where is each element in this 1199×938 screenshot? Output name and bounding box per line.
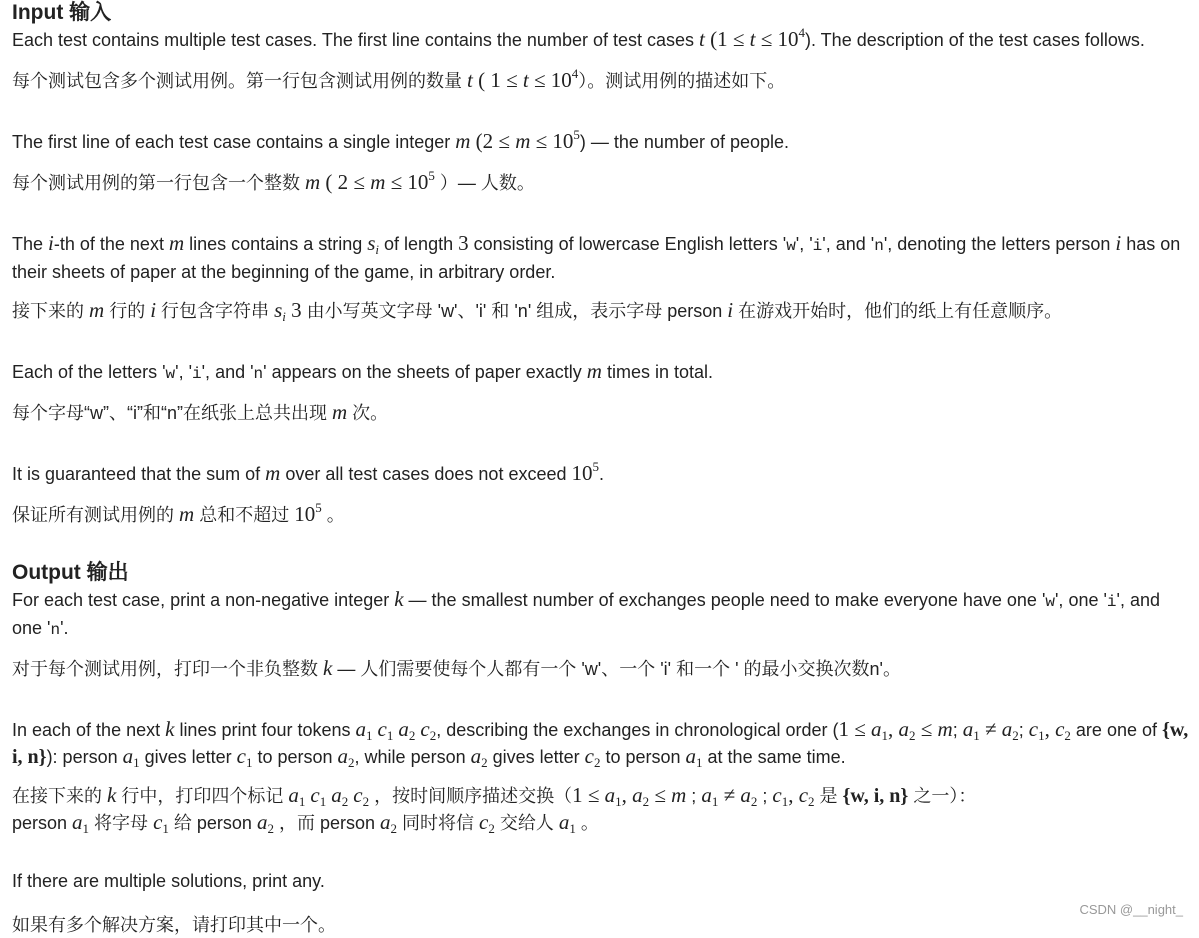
problem-statement <box>12 0 1192 894</box>
input-paragraph-5-zh: 保证所有测试用例的 m 总和不超过 $10^5$ 。 <box>12 500 345 526</box>
output-paragraph-3-zh: 如果有多个解决方案，请打印其中一个。 <box>12 915 336 935</box>
input-paragraph-1-en: Each test contains multiple test cases. The first line contains the number of test cases t $(1 \le t \le 10^4)$. The description of the test cases follows. <box>12 25 1145 51</box>
input-paragraph-4-en: Each of the letters 'w', 'i', and 'n' appears on the sheets of paper exactly m times in total. <box>12 359 714 383</box>
input-paragraph-2-zh: 每个测试用例的第一行包含一个整数 m ( $2 \le m \le 10^5$ ）— 人数。 <box>12 168 535 194</box>
watermark: CSDN @__night_ <box>1079 902 1183 917</box>
output-paragraph-2-en: In each of the next k lines print four tokens $a_1$ $c_1$ $a_2$ $c_2$, describing the exchanges in chronological order ($1 \le a_1$, $a_2 \le m$; $a_1 \ne a_2$; $c_1$, $c_2$ are one of {w, i, n}): person $a_1$ gives letter $c_1$ to person $a_2$, while person $a_2$ gives letter $c_2$ to person $a_1$ at the same time. <box>12 717 1189 770</box>
input-paragraph-1-zh: 每个测试包含多个测试用例。第一行包含测试用例的数量 t ( $1 \le t \le 10^4$）。测试用例的描述如下。 <box>12 66 786 92</box>
input-paragraph-2-en: The first line of each test case contains a single integer m $(2 \le m \le 10^5)$ — the number of people. <box>12 127 790 153</box>
input-paragraph-4-zh: 每个字母“w”、“i”和“n”在纸张上总共出现 m 次。 <box>12 400 389 424</box>
output-paragraph-2-zh: 在接下来的 k 行中，打印四个标记 $a_1$ $c_1$ $a_2$ $c_2$ ，按时间顺序描述交换（$1 \le a_1$, $a_2 \le m$ ; $a_1 \ne a_2$ ; $c_1$, $c_2$ 是 {w, i, n} 之一）： person $a_1$ 将字母 $c_1$ 给 person $a_2$ ，而 person $a_2$ 同时将信 $c_2$ 交给人 $a_1$ 。 <box>12 783 977 836</box>
output-paragraph-3-en: If there are multiple solutions, print any. <box>12 871 325 891</box>
input-paragraph-3-en: The i-th of the next m lines contains a string $s_i$ of length 3 consisting of lowercase English letters 'w', 'i', and 'n', denoting the letters person i has on their sheets of paper at the beginning of the game, in arbitrary order. <box>12 231 1181 282</box>
input-paragraph-3-zh: 接下来的 m 行的 i 行包含字符串 $s_i$ 3 由小写英文字母 'w'、'i' 和 'n' 组成，表示字母 person i 在游戏开始时，他们的纸上有任意顺序。 <box>12 298 1063 324</box>
input-heading: Input 输入 <box>12 1 112 24</box>
output-heading: Output 输出 <box>12 561 129 584</box>
input-paragraph-5-en: It is guaranteed that the sum of m over all test cases does not exceed $10^5$. <box>12 459 605 485</box>
output-paragraph-1-zh: 对于每个测试用例，打印一个非负整数 k — 人们需要使每个人都有一个 'w'、一个 'i' 和一个 ' 的最小交换次数n'。 <box>12 656 901 680</box>
output-paragraph-1-en: For each test case, print a non-negative integer k — the smallest number of exchanges people need to make everyone have one 'w', one 'i', and one 'n'. <box>12 587 1161 639</box>
